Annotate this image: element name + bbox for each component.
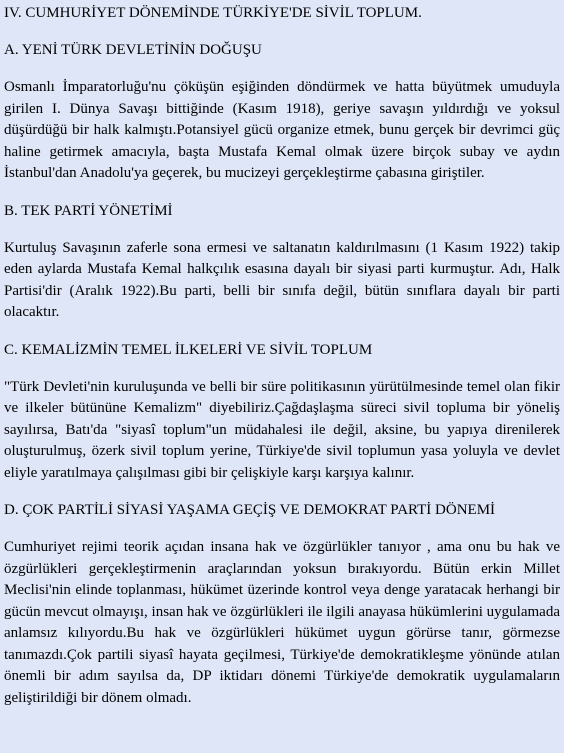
section-paragraph: Kurtuluş Savaşının zaferle sona ermesi ve saltanatın kaldırılmasını (1 Kasım 1922) takip eden aylarda Mustafa Kemal halkçılık esasına dayalı bir siyasi parti kurmuştur. Adı, Halk Partisi'dir (Aralık 1922).Bu parti, belli bir sınıfa değil, bütün sınıflara dayalı bir parti olacaktır. <box>4 239 560 320</box>
section-paragraph: "Türk Devleti'nin kuruluşunda ve belli bir süre politikasının yürütülmesinde temel olan fikir ve ilkeler bütününe Kemalizm" diyebiliriz.Çağdaşlaşma süreci sivil topluma bir yöneliş sayılırsa, Batı'da "siyasî toplum"un müdahalesi ile değil, aksine, bu yapıya direnilerek oluşturulmuş, özerk sivil toplum yerine, Türkiye'de sivil toplumun yasa yoluyla ve devlet eliyle yaratılmaya çalışılması gibi bir çelişkiyle karşı karşıya kalınır. <box>4 378 560 481</box>
section-heading: B. TEK PARTİ YÖNETİMİ <box>4 202 173 219</box>
section-paragraph: Cumhuriyet rejimi teorik açıdan insana hak ve özgürlükler tanıyor , ama onu bu hak ve özgürlükleri gerçekleştirmenin araçlarından yoksun bırakıyordu. Bütün erkin Millet Meclisi'nin elinde toplanması, hükümet üzerinde kontrol veya denge yaratacak herhangi bir gücün mevcut olmayışı, insan hak ve özgürlükleri ile ilgili anayasa hükümlerini uygulamada anlamsız kılıyordu.Bu hak ve özgürlükleri hükümet uygun görürse tanır, görmezse tanımazdı.Çok partili siyasî hayata geçilmesi, Türkiye'de demokratikleşme yönünde atılan önemli bir adım sayılsa da, DP iktidarı dönemi Türkiye'de demokratik uygulamaların geliştirildiği bir dönem olmadı. <box>4 539 560 706</box>
section-paragraph: Osmanlı İmparatorluğu'nu çöküşün eşiğinden döndürmek ve hatta büyütmek umuduyla girilen I. Dünya Savaşı bittiğinde (Kasım 1918), geriye savaşın yıldırdığı ve yoksul düşürdüğü bir halk kalmıştı.Potansiyel gücü organize etmek, bunu gerçek bir devrimci güç haline getirmek amacıyla, başta Mustafa Kemal olmak üzere birçok subay ve aydın İstanbul'dan Anadolu'ya geçerek, bu mucizeyi gerçekleştirme çabasına giriştiler. <box>4 79 560 181</box>
section-kemalizm <box>4 341 560 485</box>
section-heading: D. ÇOK PARTİLİ SİYASİ YAŞAMA GEÇİŞ VE DEMOKRAT PARTİ DÖNEMİ <box>4 502 496 518</box>
section-cok-partili <box>4 501 560 709</box>
section-yeni-turk-devleti <box>4 41 560 185</box>
section-tek-parti <box>4 202 560 324</box>
document-title: IV. CUMHURİYET DÖNEMİNDE TÜRKİYE'DE SİVİL TOPLUM. <box>4 5 422 21</box>
section-heading: A. YENİ TÜRK DEVLETİNİN DOĞUŞU <box>4 42 262 58</box>
section-heading: C. KEMALİZMİN TEMEL İLKELERİ VE SİVİL TOPLUM <box>4 341 373 358</box>
